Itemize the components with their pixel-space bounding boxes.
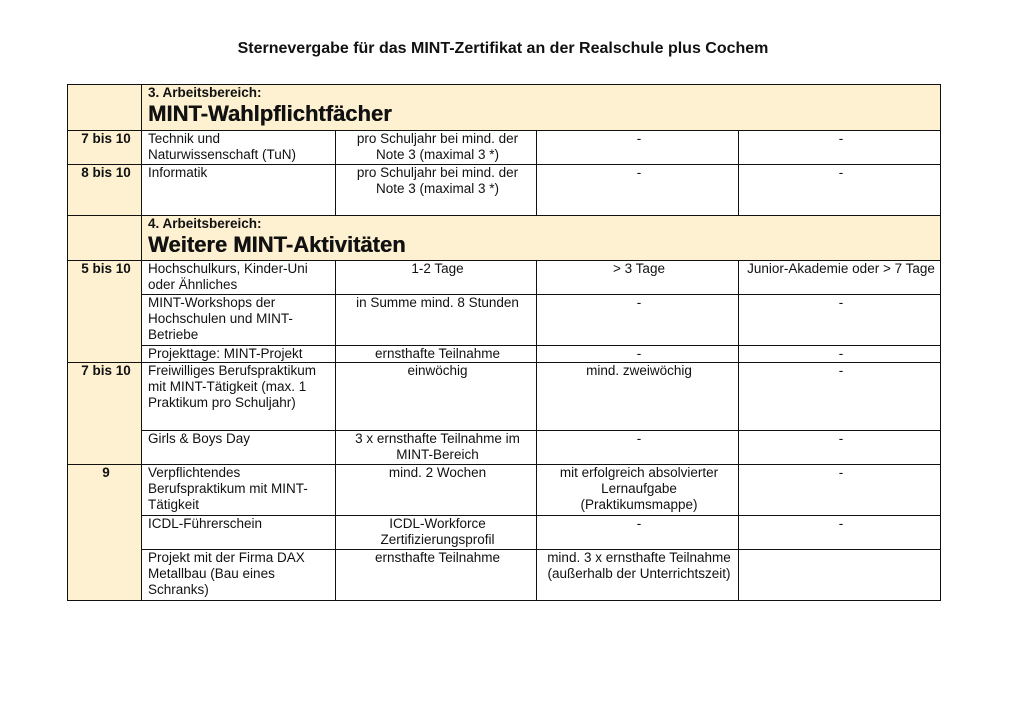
table-row — [68, 261, 941, 295]
star1-cell: mind. 2 Wochen — [336, 465, 537, 516]
star3-cell: - — [739, 295, 941, 346]
section-header-row — [68, 85, 941, 131]
star2-cell: - — [537, 295, 739, 346]
activity-cell: Projekt mit der Firma DAX Metallbau (Bau eines Schranks) — [142, 550, 336, 601]
section-header-row — [68, 216, 941, 261]
table-row — [68, 465, 941, 516]
star3-cell: - — [739, 431, 941, 465]
activity-cell: Hochschulkurs, Kinder-Uni oder Ähnliches — [142, 261, 336, 295]
activity-cell: MINT-Workshops der Hochschulen und MINT-Betriebe — [142, 295, 336, 346]
star1-cell: ICDL-Workforce Zertifizierungsprofil — [336, 516, 537, 550]
section-header-cell — [142, 216, 941, 261]
grade-cell: 8 bis 10 — [68, 165, 142, 216]
star3-cell: - — [739, 465, 941, 516]
page-title: Sternevergabe für das MINT-Zertifikat an der Realschule plus Cochem — [237, 40, 769, 57]
activity-cell: ICDL-Führerschein — [142, 516, 336, 550]
star2-cell: mind. 3 x ernsthafte Teilnahme (außerhalb der Unterrichtszeit) — [537, 550, 739, 601]
table-row — [68, 431, 941, 465]
star3-cell: - — [739, 363, 941, 431]
grade-cell: 7 bis 10 — [68, 363, 142, 465]
star1-cell: ernsthafte Teilnahme — [336, 346, 537, 363]
star2-cell: - — [537, 516, 739, 550]
table-row — [68, 346, 941, 363]
star1-cell: in Summe mind. 8 Stunden — [336, 295, 537, 346]
star1-cell: einwöchig — [336, 363, 537, 431]
star1-cell: pro Schuljahr bei mind. der Note 3 (maximal 3 *) — [336, 165, 537, 216]
section-header-cell — [142, 85, 941, 131]
star1-cell: 1-2 Tage — [336, 261, 537, 295]
star3-cell — [739, 550, 941, 601]
star3-cell: - — [739, 165, 941, 216]
table-row — [68, 165, 941, 216]
activity-cell: Verpflichtendes Berufspraktikum mit MINT-Tätigkeit — [142, 465, 336, 516]
star2-cell: - — [537, 131, 739, 165]
star3-cell: Junior-Akademie oder > 7 Tage — [739, 261, 941, 295]
activity-cell: Freiwilliges Berufspraktikum mit MINT-Tätigkeit (max. 1 Praktikum pro Schuljahr) — [142, 363, 336, 431]
star3-cell: - — [739, 516, 941, 550]
star2-cell: - — [537, 346, 739, 363]
grade-cell: 7 bis 10 — [68, 131, 142, 165]
table-row — [68, 131, 941, 165]
table-row — [68, 550, 941, 601]
table-row — [68, 295, 941, 346]
star1-cell: ernsthafte Teilnahme — [336, 550, 537, 601]
grade-cell: 5 bis 10 — [68, 261, 142, 363]
grade-cell-empty — [68, 216, 142, 261]
activity-cell: Girls & Boys Day — [142, 431, 336, 465]
grade-cell: 9 — [68, 465, 142, 601]
mint-certificate-table — [67, 84, 941, 601]
star1-cell: 3 x ernsthafte Teilnahme im MINT-Bereich — [336, 431, 537, 465]
star1-cell: pro Schuljahr bei mind. der Note 3 (maximal 3 *) — [336, 131, 537, 165]
star3-cell: - — [739, 131, 941, 165]
table-row — [68, 363, 941, 431]
star3-cell: - — [739, 346, 941, 363]
section-label: 3. Arbeitsbereich: — [148, 85, 262, 100]
grade-cell-empty — [68, 85, 142, 131]
section-heading: Weitere MINT-Aktivitäten — [148, 232, 406, 257]
star2-cell: - — [537, 165, 739, 216]
section-heading: MINT-Wahlpflichtfächer — [148, 101, 392, 126]
star2-cell: mind. zweiwöchig — [537, 363, 739, 431]
star2-cell: > 3 Tage — [537, 261, 739, 295]
activity-cell: Projekttage: MINT-Projekt — [142, 346, 336, 363]
table-row — [68, 516, 941, 550]
star2-cell: - — [537, 431, 739, 465]
activity-cell: Informatik — [142, 165, 336, 216]
section-label: 4. Arbeitsbereich: — [148, 216, 262, 231]
activity-cell: Technik und Naturwissenschaft (TuN) — [142, 131, 336, 165]
star2-cell: mit erfolgreich absolvierter Lernaufgabe (Praktikumsmappe) — [537, 465, 739, 516]
